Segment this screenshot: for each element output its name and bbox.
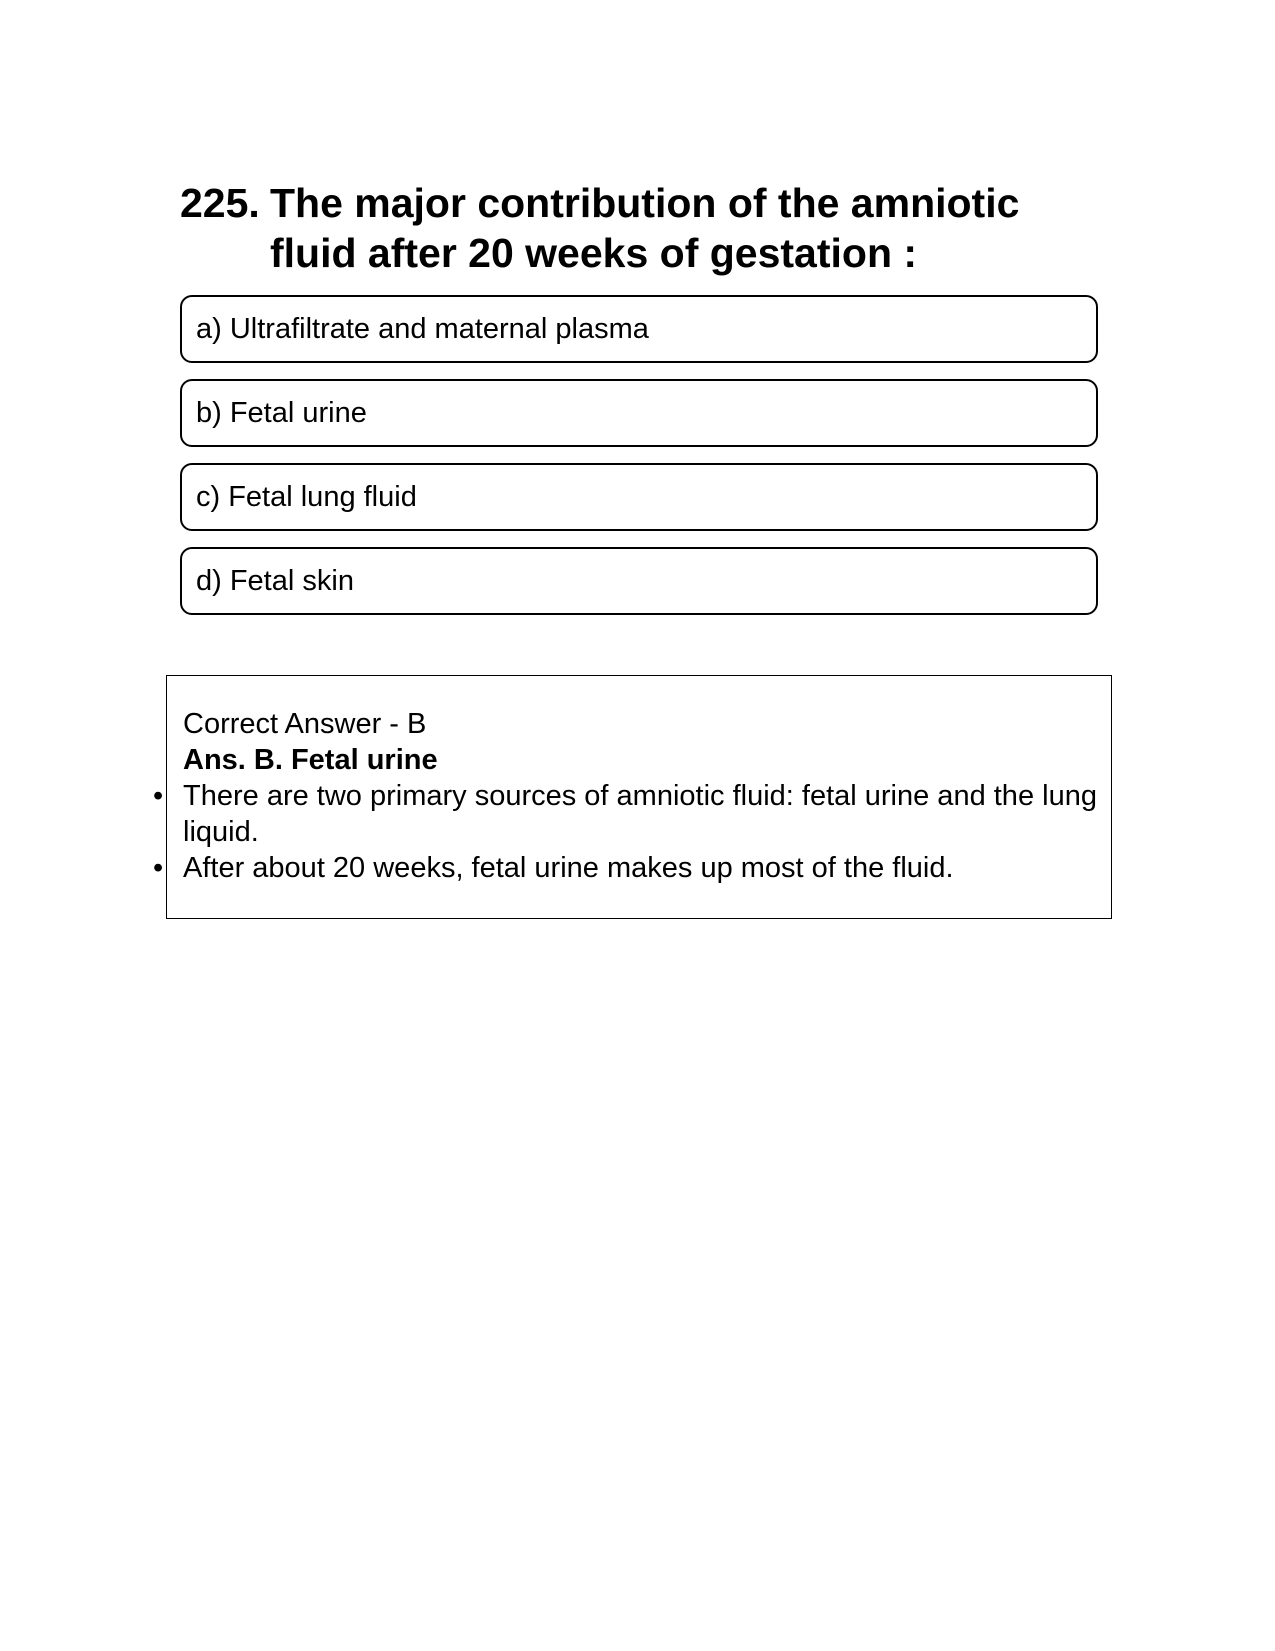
- list-item: [153, 778, 1097, 850]
- option-b[interactable]: b) Fetal urine: [180, 379, 1098, 447]
- option-d[interactable]: d) Fetal skin: [180, 547, 1098, 615]
- bullet-icon: •: [153, 780, 164, 812]
- option-c[interactable]: c) Fetal lung fluid: [180, 463, 1098, 531]
- bullet-icon: •: [153, 852, 164, 884]
- correct-answer-line: Correct Answer - B: [183, 708, 427, 740]
- option-a[interactable]: a) Ultrafiltrate and maternal plasma: [180, 295, 1098, 363]
- question-number: 225.: [180, 180, 260, 226]
- explanation-point-2: After about 20 weeks, fetal urine makes up most of the fluid.: [183, 852, 954, 884]
- list-item: [153, 850, 1097, 886]
- answer-explanation-box: [153, 675, 1112, 919]
- answer-heading: Ans. B. Fetal urine: [183, 744, 438, 776]
- options-list: [180, 295, 1098, 631]
- explanation-point-1: There are two primary sources of amniotic fluid: fetal urine and the lung liquid.: [183, 780, 1097, 848]
- question-text: The major contribution of the amniotic fluid after 20 weeks of gestation :: [270, 180, 1020, 276]
- question: [180, 178, 1080, 278]
- explanation-list: [153, 778, 1097, 886]
